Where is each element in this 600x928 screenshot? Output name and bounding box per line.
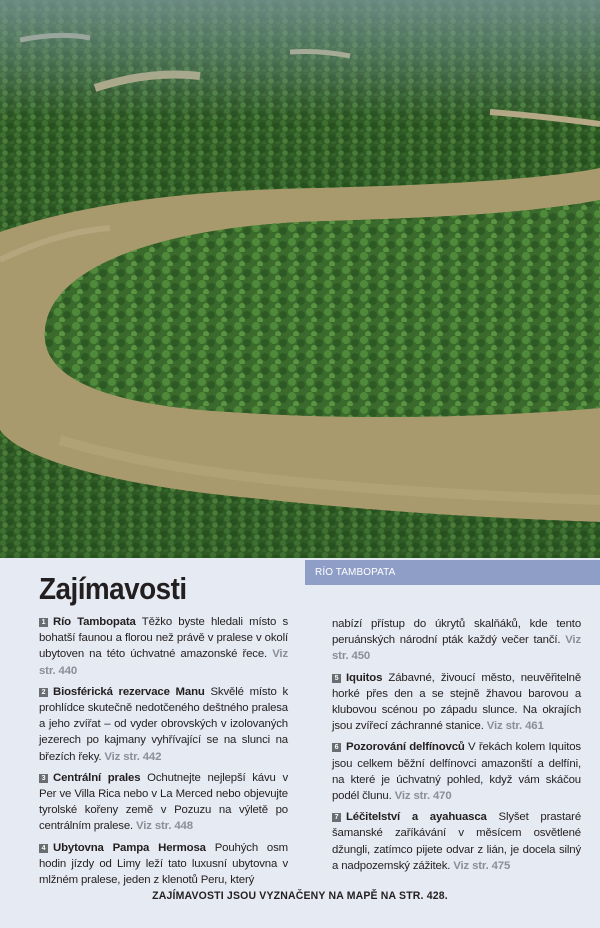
page-reference: Viz str. 440 [39, 648, 288, 677]
item-text: nabízí přístup do úkrytů skalňáků, kde tento peruánských národní pták každý večer tančí. [332, 618, 581, 647]
item-text: V řekách kolem Iquitos jsou celkem běžní delfínovci amazonští a delfíni, na které je úchvatný pohled, když vám skáčou podél člunu. [332, 741, 581, 803]
item-text: Pouhých osm hodin jízdy od Limy leží tato luxusní ubytovna v mlžném pralese, jeden z klenotů Peru, který [39, 841, 288, 887]
item-number-badge: 7 [332, 813, 341, 822]
item-number-badge: 4 [39, 844, 48, 853]
item-number-badge: 5 [332, 674, 341, 683]
right-column [332, 616, 581, 893]
photo-caption: RÍO TAMBOPATA [305, 560, 600, 585]
item-number-badge: 2 [39, 688, 48, 697]
item-text: Zábavné, živoucí město, neuvěřitelně horké přes den a se stejně žhavou barovou a klubovou scénou po západu slunce. Na okrajích jsou zvířecí záchranné stanice. [332, 671, 581, 733]
map-reference-footer: ZAJÍMAVOSTI JSOU VYZNAČENY NA MAPĚ NA STR. 428. [152, 890, 448, 902]
list-item [39, 840, 288, 889]
item-name: Léčitelství a ayahuasca [346, 811, 487, 824]
page-reference: Viz str. 475 [453, 859, 511, 872]
item-name: Centrální prales [53, 771, 141, 784]
page-reference: Viz str. 470 [394, 790, 452, 803]
left-column [39, 614, 288, 893]
page-title: Zajímavosti [39, 571, 187, 606]
item-number-badge: 6 [332, 743, 341, 752]
item-name: Río Tambopata [53, 616, 136, 628]
list-item [332, 670, 581, 735]
item-name: Ubytovna Pampa Hermosa [53, 841, 206, 854]
list-item [39, 684, 288, 765]
item-text: Těžko byste hledali místo s bohatší faunou a florou než právě v pralese v okolí ubytoven na této úchvatné amazonské řece. [39, 616, 289, 661]
item-text: Slyšet prastaré šamanské zaříkávání v měsícem osvětlené džungli, zatímco pijete odvar z lián, je docela silný a nadpozemský zážitek. [332, 811, 581, 872]
list-item-continued [332, 616, 581, 665]
page-reference: Viz str. 461 [486, 720, 544, 733]
item-name: Iquitos [346, 671, 383, 684]
item-name: Biosférická rezervace Manu [53, 685, 205, 698]
list-item [332, 809, 581, 874]
item-number-badge: 1 [39, 618, 48, 627]
page-reference: Viz str. 442 [104, 750, 162, 763]
list-item [332, 739, 581, 804]
page-reference: Viz str. 448 [136, 820, 193, 833]
item-text: Ochutnejte nejlepší kávu v Per ve Villa Rica nebo v La Merced nebo objevujte tyrolské kořeny země v Pozuzu na výletě po centrálním pralese. [39, 771, 289, 833]
attractions-list [39, 614, 581, 893]
item-number-badge: 3 [39, 774, 48, 783]
list-item [39, 614, 288, 679]
list-item [39, 770, 288, 835]
item-name: Pozorování delfínovců [346, 741, 465, 754]
item-text: Skvělé místo k prohlídce skutečně nedotčeného deštného pralesa a jeho zvířat – od vyder obrovských v izolovaných jezerech po kajmany vyhřívající se na slunci na březích řeky. [39, 685, 288, 763]
page-reference: Viz str. 450 [332, 634, 581, 663]
